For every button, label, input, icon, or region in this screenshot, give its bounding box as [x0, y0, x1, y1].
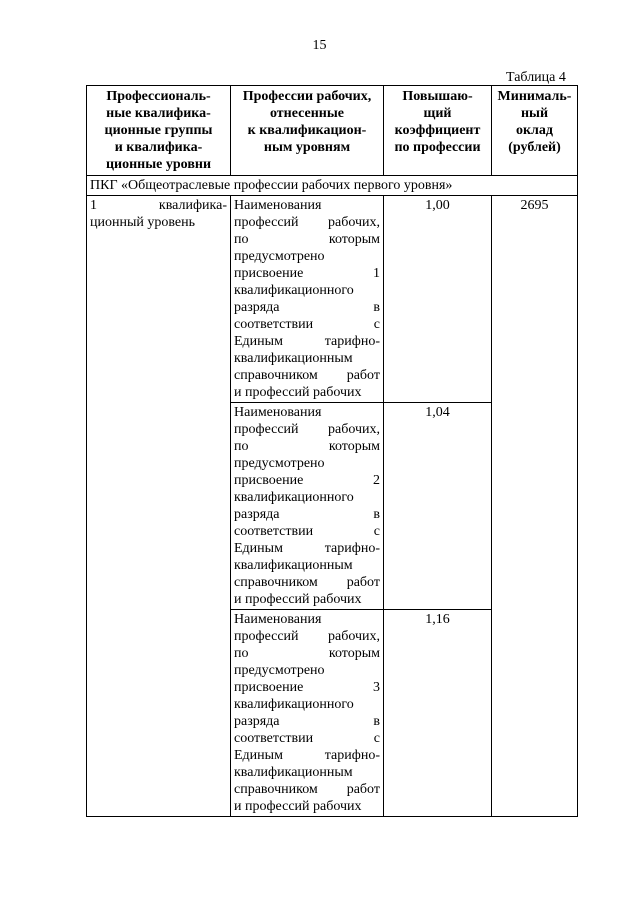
- profession-line: [234, 696, 380, 713]
- profession-line: [234, 713, 380, 730]
- profession-line: [234, 421, 380, 438]
- profession-word: рабочих,: [327, 629, 380, 644]
- profession-word: которым: [328, 232, 380, 247]
- profession-word: рабочих,: [327, 422, 380, 437]
- profession-line: [234, 611, 380, 628]
- header-line: коэффициент: [394, 123, 481, 138]
- profession-line: [234, 384, 380, 401]
- header-line: щий: [423, 106, 452, 121]
- header-line: ный: [520, 106, 549, 121]
- profession-word: 2: [373, 473, 380, 488]
- group-row: [87, 176, 578, 196]
- profession-word: предусмотрено: [234, 456, 325, 471]
- profession-line: [234, 404, 380, 421]
- header-cell-salary: [492, 86, 578, 176]
- profession-line: [234, 523, 380, 540]
- profession-line: [234, 747, 380, 764]
- profession-line: [234, 214, 380, 231]
- profession-word: разряда: [234, 714, 280, 729]
- profession-word: присвоение: [234, 473, 304, 488]
- coefficient-cell: 1,04: [384, 403, 492, 610]
- profession-line: [234, 489, 380, 506]
- level-word-second: ционный уровень: [90, 215, 195, 230]
- profession-word: предусмотрено: [234, 663, 325, 678]
- profession-word: квалификационным: [234, 765, 353, 780]
- profession-word: в: [373, 300, 380, 315]
- profession-line: [234, 248, 380, 265]
- profession-word: присвоение: [234, 680, 304, 695]
- profession-line: [234, 591, 380, 608]
- header-line: к квалификацион-: [247, 123, 367, 138]
- profession-line: [234, 333, 380, 350]
- profession-word: квалификационным: [234, 351, 353, 366]
- profession-word: работ: [346, 368, 380, 383]
- header-line: ным уровням: [263, 140, 351, 155]
- header-line: оклад: [515, 123, 553, 138]
- profession-word: в: [373, 507, 380, 522]
- profession-word: справочником: [234, 575, 318, 590]
- profession-line: [234, 367, 380, 384]
- profession-cell: [231, 403, 384, 610]
- profession-word: квалификационным: [234, 558, 353, 573]
- profession-line: [234, 645, 380, 662]
- header-line: Профессии рабочих,: [242, 89, 372, 104]
- profession-word: и профессий рабочих: [234, 385, 362, 400]
- header-line: Профессиональ-: [106, 89, 211, 104]
- profession-line: [234, 299, 380, 316]
- profession-line: [234, 764, 380, 781]
- profession-line: [234, 197, 380, 214]
- header-line: и квалифика-: [114, 140, 203, 155]
- profession-line: [234, 455, 380, 472]
- table-row: [87, 196, 578, 403]
- profession-word: справочником: [234, 782, 318, 797]
- profession-word: соответствии: [234, 731, 314, 746]
- header-line: Повышаю-: [402, 89, 473, 104]
- header-line: ционные группы: [104, 123, 213, 138]
- profession-word: Наименования: [234, 405, 322, 420]
- profession-word: и профессий рабочих: [234, 799, 362, 814]
- header-cell-professions: [231, 86, 384, 176]
- profession-word: Единым: [234, 748, 283, 763]
- coefficient-cell: 1,00: [384, 196, 492, 403]
- profession-word: по: [234, 646, 249, 661]
- profession-word: Единым: [234, 334, 283, 349]
- coefficient-cell: 1,16: [384, 610, 492, 817]
- header-line: отнесенные: [269, 106, 345, 121]
- page-number: 15: [312, 38, 327, 53]
- profession-word: справочником: [234, 368, 318, 383]
- group-title: ПКГ «Общеотраслевые профессии рабочих первого уровня»: [87, 176, 578, 196]
- profession-word: работ: [346, 575, 380, 590]
- profession-line: [234, 574, 380, 591]
- table-header-row: [87, 86, 578, 176]
- profession-line: [234, 282, 380, 299]
- profession-word: Наименования: [234, 612, 322, 627]
- level-number: 1: [90, 198, 97, 213]
- qualification-level-cell: [87, 196, 231, 817]
- profession-word: тарифно-: [324, 541, 380, 556]
- profession-word: тарифно-: [324, 334, 380, 349]
- profession-word: профессий: [234, 422, 299, 437]
- profession-word: 1: [373, 266, 380, 281]
- header-line: Минималь-: [497, 89, 572, 104]
- salary-cell: 2695: [492, 196, 578, 817]
- profession-line: [234, 679, 380, 696]
- profession-word: и профессий рабочих: [234, 592, 362, 607]
- profession-word: в: [373, 714, 380, 729]
- profession-word: Единым: [234, 541, 283, 556]
- profession-word: соответствии: [234, 524, 314, 539]
- profession-word: которым: [328, 439, 380, 454]
- header-cell-coefficient: [384, 86, 492, 176]
- profession-line: [234, 350, 380, 367]
- profession-cell: [231, 610, 384, 817]
- table-caption: Таблица 4: [506, 70, 566, 85]
- profession-word: квалификационного: [234, 697, 354, 712]
- qualification-table: [86, 85, 578, 817]
- profession-word: предусмотрено: [234, 249, 325, 264]
- profession-word: по: [234, 439, 249, 454]
- profession-word: квалификационного: [234, 283, 354, 298]
- profession-line: [234, 628, 380, 645]
- profession-word: разряда: [234, 507, 280, 522]
- profession-line: [234, 316, 380, 333]
- profession-word: с: [373, 317, 380, 332]
- profession-word: работ: [346, 782, 380, 797]
- profession-line: [234, 730, 380, 747]
- level-word-first: квалифика-: [158, 198, 227, 213]
- profession-word: присвоение: [234, 266, 304, 281]
- profession-word: с: [373, 731, 380, 746]
- profession-word: которым: [328, 646, 380, 661]
- profession-word: 3: [373, 680, 380, 695]
- profession-line: [234, 506, 380, 523]
- profession-word: профессий: [234, 629, 299, 644]
- profession-line: [234, 438, 380, 455]
- profession-word: по: [234, 232, 249, 247]
- profession-line: [234, 557, 380, 574]
- profession-word: квалификационного: [234, 490, 354, 505]
- profession-word: соответствии: [234, 317, 314, 332]
- profession-line: [234, 231, 380, 248]
- header-line: (рублей): [508, 140, 561, 155]
- header-line: ционные уровни: [105, 157, 212, 172]
- profession-word: Наименования: [234, 198, 322, 213]
- profession-line: [234, 662, 380, 679]
- profession-line: [234, 540, 380, 557]
- header-line: по профессии: [394, 140, 481, 155]
- profession-word: профессий: [234, 215, 299, 230]
- profession-word: тарифно-: [324, 748, 380, 763]
- profession-word: с: [373, 524, 380, 539]
- profession-line: [234, 472, 380, 489]
- profession-word: рабочих,: [327, 215, 380, 230]
- header-line: ные квалифика-: [106, 106, 211, 121]
- profession-cell: [231, 196, 384, 403]
- profession-line: [234, 798, 380, 815]
- profession-line: [234, 781, 380, 798]
- profession-word: разряда: [234, 300, 280, 315]
- header-cell-groups: [87, 86, 231, 176]
- profession-line: [234, 265, 380, 282]
